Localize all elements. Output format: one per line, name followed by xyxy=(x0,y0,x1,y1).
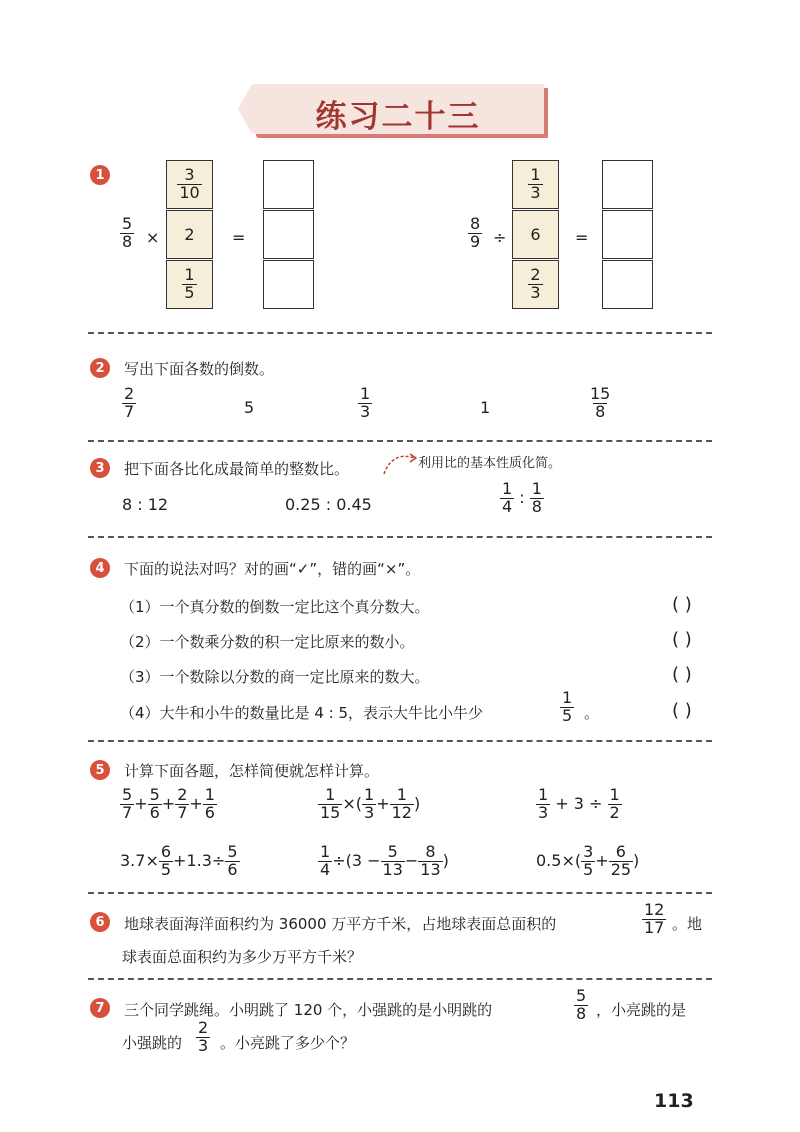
q2-instruction: 写出下面各数的倒数。 xyxy=(124,360,275,378)
q3-ratio-3: $\frac{1}{4}$ : $\frac{1}{8}$ xyxy=(502,479,542,516)
page-title: 练习二十三 xyxy=(315,99,481,135)
q5-instruction: 计算下面各题，怎样简便就怎样计算。 xyxy=(124,762,380,780)
q4-statement-1: （1）一个真分数的倒数一定比这个真分数大。 xyxy=(120,598,430,616)
q4-statement-4: （4）大牛和小牛的数量比是 4 : 5，表示大牛比小牛少 xyxy=(120,704,483,722)
q2-item-1: $\frac{2}{7}$ xyxy=(124,384,135,421)
question-number-1: 1 xyxy=(90,165,110,185)
q4-answer-4[interactable]: ( ) xyxy=(672,700,692,721)
q1-right-answer-2[interactable] xyxy=(602,210,653,259)
divider xyxy=(88,440,712,442)
q5-expr-1: $\frac{5}{7}$ + $\frac{5}{6}$ + $\frac{2}{7}$ + $\frac{1}{6}$ xyxy=(122,785,215,822)
q1-left-cell-3: $\frac{1}{5}$ xyxy=(166,260,213,309)
q3-ratio-1: 8 : 12 xyxy=(122,495,169,514)
q6-line-1-end: 。地 xyxy=(672,915,703,933)
q1-right-equals: = xyxy=(575,228,589,247)
q1-right-cell-1: $\frac{1}{3}$ xyxy=(512,160,559,209)
q1-right-answer[interactable] xyxy=(602,160,654,310)
q7-fraction-2: $\frac{2}{3}$ xyxy=(198,1018,209,1055)
q4-instruction: 下面的说法对吗？对的画“✓”，错的画“×”。 xyxy=(124,560,421,578)
q1-right-multiplier: $\frac{8}{9}$ xyxy=(470,214,481,251)
q2-item-3: $\frac{1}{3}$ xyxy=(360,384,371,421)
q1-left-answer-2[interactable] xyxy=(263,210,314,259)
q5-expr-4: 3.7× $\frac{6}{5}$ +1.3÷ $\frac{5}{6}$ xyxy=(120,842,238,879)
question-number-3: 3 xyxy=(90,458,110,478)
q2-item-4: 1 xyxy=(480,398,491,417)
q1-left-multiplier: $\frac{5}{8}$ xyxy=(122,214,133,251)
divider xyxy=(88,740,712,742)
q1-left-cell-1: $\frac{3}{10}$ xyxy=(166,160,213,209)
q5-expr-2: $\frac{1}{15}$ ×( $\frac{1}{3}$ + $\frac{1}{12}$ ) xyxy=(320,785,421,822)
q1-left-grid xyxy=(166,160,214,310)
q1-left-operator: × xyxy=(146,228,160,247)
title-banner xyxy=(252,84,544,134)
q1-right-answer-3[interactable] xyxy=(602,260,653,309)
q6-fraction: $\frac{12}{17}$ xyxy=(644,900,665,937)
q1-right-grid xyxy=(512,160,560,310)
q2-item-5: $\frac{15}{8}$ xyxy=(590,384,611,421)
question-number-7: 7 xyxy=(90,998,110,1018)
q1-right-answer-1[interactable] xyxy=(602,160,653,209)
question-number-5: 5 xyxy=(90,760,110,780)
question-number-6: 6 xyxy=(90,912,110,932)
q4-statement-4-end: 。 xyxy=(584,704,600,722)
q1-left-equals: = xyxy=(232,228,246,247)
q1-left-answer-1[interactable] xyxy=(263,160,314,209)
q6-line-1: 地球表面海洋面积约为 36000 万平方千米，占地球表面总面积的 xyxy=(124,915,557,933)
q7-line-1-a: 三个同学跳绳。小明跳了 120 个，小强跳的是小明跳的 xyxy=(124,1001,493,1019)
q1-left-cell-2: 2 xyxy=(166,210,213,259)
q1-right-operator: ÷ xyxy=(493,228,507,247)
q3-instruction: 把下面各比化成最简单的整数比。 xyxy=(124,460,350,478)
page-number: 113 xyxy=(654,1090,694,1112)
q1-left-answer-3[interactable] xyxy=(263,260,314,309)
q7-line-2-b: 。小亮跳了多少个？ xyxy=(220,1034,356,1052)
q4-answer-1[interactable]: ( ) xyxy=(672,594,692,615)
q4-answer-2[interactable]: ( ) xyxy=(672,629,692,650)
q7-line-2-a: 小强跳的 xyxy=(122,1034,183,1052)
q3-hint: 利用比的基本性质化简。 xyxy=(418,456,562,471)
question-number-2: 2 xyxy=(90,358,110,378)
divider xyxy=(88,536,712,538)
q4-statement-4-fraction: $\frac{1}{5}$ xyxy=(562,688,573,725)
divider xyxy=(88,892,712,894)
divider xyxy=(88,978,712,980)
q4-statement-3: （3）一个数除以分数的商一定比原来的数大。 xyxy=(120,668,430,686)
q1-right-cell-3: $\frac{2}{3}$ xyxy=(512,260,559,309)
divider xyxy=(88,332,712,334)
hint-arrow-icon xyxy=(380,450,420,478)
q7-line-1-b: ，小亮跳的是 xyxy=(596,1001,687,1019)
q4-answer-3[interactable]: ( ) xyxy=(672,664,692,685)
q5-expr-6: 0.5×( $\frac{3}{5}$ + $\frac{6}{25}$ ) xyxy=(536,842,640,879)
q5-expr-3: $\frac{1}{3}$ + 3 ÷ $\frac{1}{2}$ xyxy=(538,785,620,822)
q2-item-2: 5 xyxy=(244,398,255,417)
q6-line-2: 球表面总面积约为多少万平方千米？ xyxy=(122,948,363,966)
question-number-4: 4 xyxy=(90,558,110,578)
q1-right-cell-2: 6 xyxy=(512,210,559,259)
q1-left-answer[interactable] xyxy=(263,160,315,310)
q3-ratio-2: 0.25 : 0.45 xyxy=(285,495,372,514)
q4-statement-2: （2）一个数乘分数的积一定比原来的数小。 xyxy=(120,633,415,651)
q5-expr-5: $\frac{1}{4}$ ÷(3 − $\frac{5}{13}$ − $\frac{8}{13}$ ) xyxy=(320,842,449,879)
q7-fraction-1: $\frac{5}{8}$ xyxy=(576,986,587,1023)
